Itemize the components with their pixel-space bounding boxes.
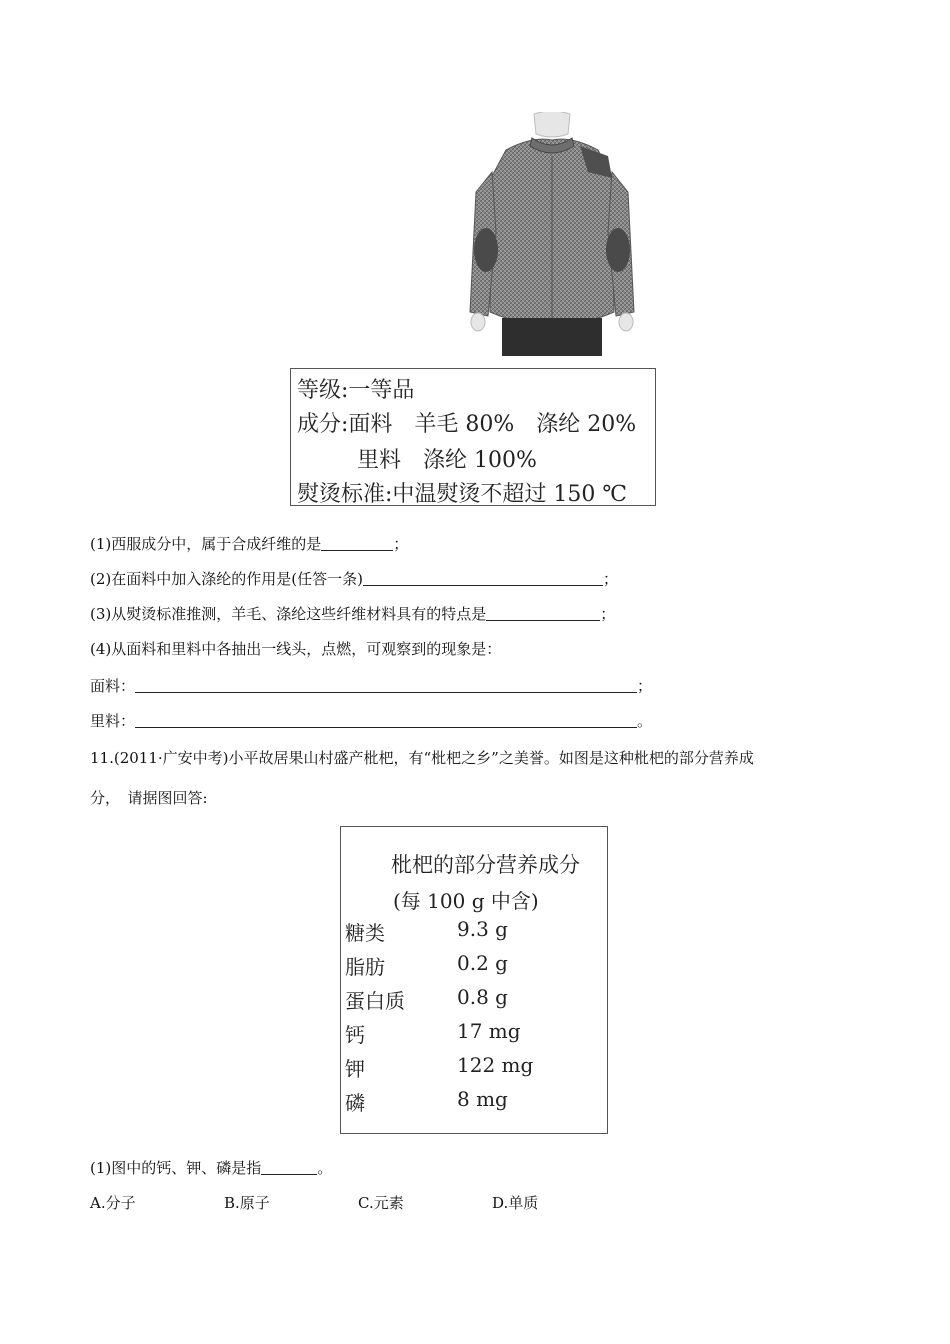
garment-label xyxy=(290,368,656,506)
q10-part4: (4)从面料和里料中各抽出一线头，点燃，可观察到的现象是： xyxy=(90,640,502,658)
nutrition-table xyxy=(340,826,608,1134)
label-grade: 等级:一等品 xyxy=(297,378,415,403)
q10-part1: (1)西服成分中，属于合成纤维的是 ； xyxy=(90,535,409,553)
label-composition: 成分:面料 羊毛 80% 涤纶 20% xyxy=(297,412,637,437)
q11-part1: (1)图中的钙、钾、磷是指 。 xyxy=(90,1159,333,1177)
q10-part3-blank[interactable] xyxy=(486,604,600,621)
q10-lining-blank[interactable] xyxy=(135,711,637,728)
nutrient-value: 8 mg xyxy=(457,1087,508,1111)
nutrition-title: 枇杷的部分营养成分 xyxy=(391,853,580,877)
nutrient-name: 蛋白质 xyxy=(345,989,405,1013)
q11-part1-blank[interactable] xyxy=(261,1158,317,1175)
q10-part3: (3)从熨烫标准推测，羊毛、涤纶这些纤维材料具有的特点是 ； xyxy=(90,605,616,623)
q10-face-fabric: 面料： ； xyxy=(90,677,653,695)
q11-stem-line1: 11.(2011·广安中考)小平故居果山村盛产枇杷，有“枇杷之乡”之美誉。如图是这种枇杷的部分营养成 xyxy=(90,749,754,767)
option-a[interactable]: A.分子 xyxy=(90,1194,136,1212)
option-d[interactable]: D.单质 xyxy=(492,1194,539,1212)
q10-face-blank[interactable] xyxy=(135,676,637,693)
q10-part1-blank[interactable] xyxy=(321,534,393,551)
nutrition-subtitle: (每 100 g 中含) xyxy=(393,889,539,913)
nutrient-value: 122 mg xyxy=(457,1053,534,1077)
nutrient-name: 糖类 xyxy=(345,921,385,945)
nutrient-value: 9.3 g xyxy=(457,917,508,941)
nutrient-name: 钙 xyxy=(345,1023,365,1047)
nutrient-name: 钾 xyxy=(345,1057,365,1081)
nutrient-name: 磷 xyxy=(345,1091,365,1115)
nutrient-value: 0.2 g xyxy=(457,951,508,975)
jacket-image xyxy=(462,112,642,360)
option-c[interactable]: C.元素 xyxy=(358,1194,404,1212)
nutrient-value: 17 mg xyxy=(457,1019,521,1043)
nutrient-value: 0.8 g xyxy=(457,985,508,1009)
q10-part2-blank[interactable] xyxy=(363,569,603,586)
label-lining: 里料 涤纶 100% xyxy=(357,448,537,473)
q10-lining: 里料： 。 xyxy=(90,712,653,730)
nutrient-name: 脂肪 xyxy=(345,955,385,979)
label-ironing: 熨烫标准:中温熨烫不超过 150 ℃ xyxy=(297,482,628,507)
option-b[interactable]: B.原子 xyxy=(224,1194,270,1212)
q10-part2: (2)在面料中加入涤纶的作用是(任答一条) ； xyxy=(90,570,618,588)
q11-stem-line2: 分， 请据图回答: xyxy=(90,789,208,807)
